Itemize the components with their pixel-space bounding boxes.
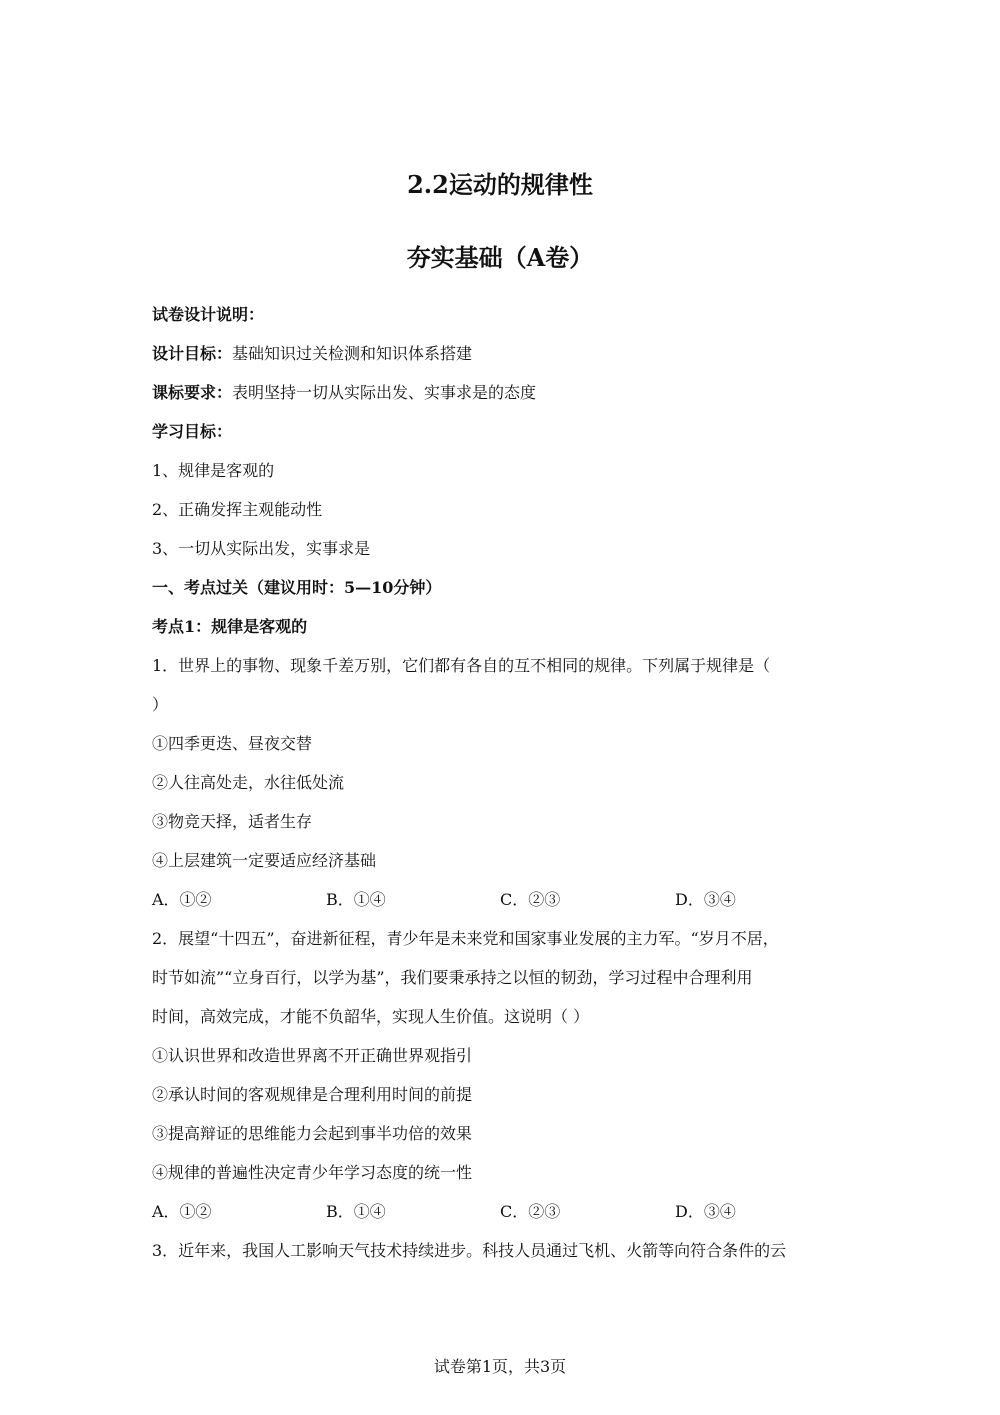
question-2-item: ④规律的普遍性决定青少年学习态度的统一性	[152, 1163, 473, 1182]
question-1-option-d: D．③④	[675, 890, 736, 909]
question-2-item: ①认识世界和改造世界离不开正确世界观指引	[152, 1046, 473, 1065]
design-note-heading: 试卷设计说明：	[152, 305, 265, 324]
design-goal-line	[152, 343, 472, 365]
learning-goal-item: 3、一切从实际出发，实事求是	[152, 539, 371, 558]
question-1-item: ④上层建筑一定要适应经济基础	[152, 851, 377, 870]
question-3-stem: 3．近年来，我国人工影响天气技术持续进步。科技人员通过飞机、火箭等向符合条件的云	[152, 1241, 787, 1260]
question-1-option-c: C．②③	[500, 890, 561, 909]
learning-goal-item: 1、规律是客观的	[152, 461, 275, 480]
question-1-option-a: A．①②	[152, 890, 212, 909]
learning-goals-heading: 学习目标：	[152, 422, 233, 441]
design-goal-label: 设计目标：	[152, 344, 233, 363]
page-subtitle: 夯实基础（A卷）	[406, 243, 594, 272]
question-2-item: ②承认时间的客观规律是合理利用时间的前提	[152, 1085, 473, 1104]
page-title: 2.2运动的规律性	[407, 170, 593, 199]
question-2-option-b: B．①④	[326, 1202, 386, 1221]
question-1-stem: 1．世界上的事物、现象千差万别，它们都有各自的互不相同的规律。下列属于规律是（	[152, 656, 771, 675]
question-1-item: ①四季更迭、昼夜交替	[152, 734, 313, 753]
curriculum-label: 课标要求：	[152, 383, 233, 402]
question-1-item: ③物竞天择，适者生存	[152, 812, 313, 831]
question-2-option-d: D．③④	[675, 1202, 736, 1221]
question-1-stem-cont: ）	[152, 695, 169, 714]
design-goal-text: 基础知识过关检测和知识体系搭建	[232, 344, 473, 363]
question-2-stem: 2．展望“十四五”，奋进新征程，青少年是未来党和国家事业发展的主力军。“岁月不居，	[152, 929, 779, 948]
question-1-option-b: B．①④	[326, 890, 386, 909]
question-2-option-a: A．①②	[152, 1202, 212, 1221]
topic-heading: 考点1：规律是客观的	[152, 617, 308, 636]
question-2-stem-cont: 时间，高效完成，才能不负韶华，实现人生价值。这说明（ ）	[152, 1007, 590, 1026]
question-1-item: ②人往高处走，水往低处流	[152, 773, 345, 792]
question-2-item: ③提高辩证的思维能力会起到事半功倍的效果	[152, 1124, 473, 1143]
curriculum-text: 表明坚持一切从实际出发、实事求是的态度	[232, 383, 537, 402]
page-footer: 试卷第1页，共3页	[433, 1357, 567, 1376]
learning-goal-item: 2、正确发挥主观能动性	[152, 500, 323, 519]
question-2-option-c: C．②③	[500, 1202, 561, 1221]
question-2-stem-cont: 时节如流”“立身百行，以学为基”，我们要秉承持之以恒的韧劲，学习过程中合理利用	[152, 968, 753, 987]
curriculum-line	[152, 382, 536, 404]
section-heading: 一、考点过关（建议用时：5—10分钟）	[152, 578, 442, 597]
